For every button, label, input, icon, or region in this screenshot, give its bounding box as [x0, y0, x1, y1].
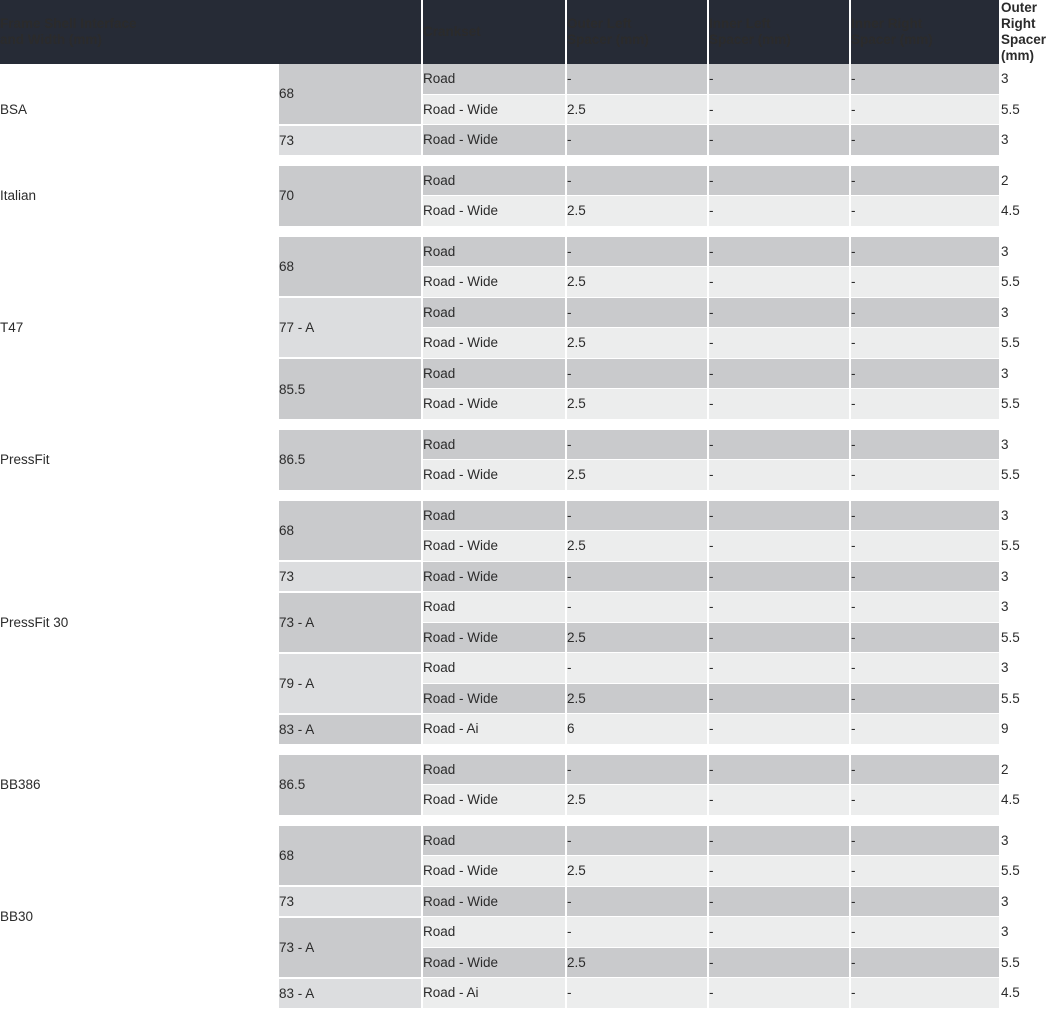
shell-width: 68 [278, 64, 422, 125]
header-inner-left [708, 0, 850, 64]
inner-left-spacer-value: - [708, 166, 850, 196]
table-row: Road - Wide 2.5 - - 5.5 [0, 94, 1000, 125]
outer-left-spacer-value: - [566, 886, 708, 917]
table-row: BSA 68 Road - - - 3 [0, 64, 1000, 94]
crankset-value: Road - Wide [422, 389, 566, 421]
inner-right-spacer-value: - [850, 714, 1000, 746]
header-inner-right [850, 0, 1000, 64]
table-row: PressFit 86.5 Road - - - 3 [0, 430, 1000, 460]
table-row: Road - Wide 2.5 - - 5.5 [0, 856, 1000, 887]
outer-left-spacer-value: - [566, 501, 708, 531]
table-row: 77 - A Road - - - 3 [0, 297, 1000, 328]
table-row: Road - Wide 2.5 - - 5.5 [0, 947, 1000, 978]
outer-left-spacer-value: - [566, 166, 708, 196]
table-row: Road - Wide 2.5 - - 4.5 [0, 196, 1000, 228]
crankset-value: Road [422, 501, 566, 531]
crankset-value: Road - Wide [422, 531, 566, 562]
shell-width: 86.5 [278, 430, 422, 492]
inner-left-spacer-value: - [708, 653, 850, 684]
crankset-value: Road - Wide [422, 785, 566, 817]
crankset-value: Road - Wide [422, 561, 566, 592]
crankset-value: Road - Ai [422, 714, 566, 746]
inner-left-spacer-value: - [708, 785, 850, 817]
outer-left-spacer-value: 2.5 [566, 267, 708, 298]
crankset-value: Road - Wide [422, 947, 566, 978]
crankset-value: Road - Wide [422, 683, 566, 714]
header-inner-right-line2: Spacer (mm) [851, 32, 933, 47]
inner-right-spacer-value: - [850, 64, 1000, 94]
header-outer-left-line2: Spacer (mm) [567, 32, 649, 47]
frame-shell-name: PressFit [0, 430, 278, 492]
inner-right-spacer-value: - [850, 683, 1000, 714]
inner-right-spacer-value: - [850, 267, 1000, 298]
inner-right-spacer-value: - [850, 561, 1000, 592]
shell-width: 86.5 [278, 755, 422, 817]
header-inner-left-line1: Inner Left [709, 16, 771, 31]
shell-width: 85.5 [278, 358, 422, 420]
inner-right-spacer-value: - [850, 592, 1000, 623]
inner-right-spacer-value: - [850, 389, 1000, 421]
table-row: Road - Wide 2.5 - - 5.5 [0, 683, 1000, 714]
outer-left-spacer-value: - [566, 430, 708, 460]
table-row: 73 - A Road - - - 3 [0, 592, 1000, 623]
shell-width: 68 [278, 826, 422, 887]
inner-right-spacer-value: - [850, 947, 1000, 978]
inner-left-spacer-value: - [708, 125, 850, 157]
group-separator [0, 745, 1000, 755]
inner-right-spacer-value: - [850, 297, 1000, 328]
shell-width: 83 - A [278, 978, 422, 1010]
inner-left-spacer-value: - [708, 328, 850, 359]
crankset-value: Road - Wide [422, 460, 566, 492]
outer-left-spacer-value: - [566, 592, 708, 623]
table-row: 85.5 Road - - - 3 [0, 358, 1000, 389]
table-header [0, 0, 1046, 64]
table-row: BB386 86.5 Road - - - 2 [0, 755, 1000, 785]
outer-left-spacer-value: 2.5 [566, 389, 708, 421]
inner-left-spacer-value: - [708, 196, 850, 228]
inner-left-spacer-value: - [708, 856, 850, 887]
crankset-value: Road [422, 166, 566, 196]
inner-right-spacer-value: - [850, 531, 1000, 562]
table-row: Road - Wide 2.5 - - 5.5 [0, 622, 1000, 653]
crankset-value: Road - Wide [422, 125, 566, 157]
table-row: Road - Wide 2.5 - - 5.5 [0, 531, 1000, 562]
inner-right-spacer-value: - [850, 622, 1000, 653]
table-row: 79 - A Road - - - 3 [0, 653, 1000, 684]
inner-right-spacer-value: - [850, 856, 1000, 887]
shell-width: 79 - A [278, 653, 422, 714]
inner-left-spacer-value: - [708, 531, 850, 562]
inner-right-spacer-value: - [850, 755, 1000, 785]
header-crankset [422, 0, 566, 64]
outer-left-spacer-value: - [566, 755, 708, 785]
inner-left-spacer-value: - [708, 978, 850, 1010]
table-row: 73 - A Road - - - 3 [0, 917, 1000, 948]
table-row: Road - Wide 2.5 - - 4.5 [0, 785, 1000, 817]
crankset-value: Road [422, 826, 566, 856]
inner-left-spacer-value: - [708, 592, 850, 623]
crankset-value: Road - Wide [422, 856, 566, 887]
inner-left-spacer-value: - [708, 64, 850, 94]
header-inner-left-line2: Spacer (mm) [709, 32, 791, 47]
shell-width: 73 [278, 886, 422, 917]
outer-left-spacer-value: 6 [566, 714, 708, 746]
inner-left-spacer-value: - [708, 917, 850, 948]
crankset-value: Road - Wide [422, 196, 566, 228]
outer-left-spacer-value: 2.5 [566, 856, 708, 887]
table-row: 73 Road - Wide - - - 3 [0, 125, 1000, 157]
inner-right-spacer-value: - [850, 978, 1000, 1010]
inner-left-spacer-value: - [708, 267, 850, 298]
header-outer-right-line1: Outer Right [1001, 0, 1038, 31]
outer-left-spacer-value: 2.5 [566, 683, 708, 714]
group-separator [0, 816, 1000, 826]
inner-right-spacer-value: - [850, 501, 1000, 531]
outer-left-spacer-value: 2.5 [566, 196, 708, 228]
table-row: T47 68 Road - - - 3 [0, 237, 1000, 267]
crankset-value: Road - Wide [422, 94, 566, 125]
inner-left-spacer-value: - [708, 826, 850, 856]
crankset-value: Road [422, 297, 566, 328]
inner-right-spacer-value: - [850, 94, 1000, 125]
inner-right-spacer-value: - [850, 460, 1000, 492]
table-body [0, 64, 1020, 1009]
inner-right-spacer-value: - [850, 785, 1000, 817]
frame-shell-name: BB386 [0, 755, 278, 817]
inner-right-spacer-value: - [850, 237, 1000, 267]
shell-width: 73 - A [278, 917, 422, 978]
crankset-value: Road - Ai [422, 978, 566, 1010]
crankset-value: Road [422, 917, 566, 948]
outer-left-spacer-value: - [566, 653, 708, 684]
inner-left-spacer-value: - [708, 358, 850, 389]
shell-width: 73 [278, 561, 422, 592]
inner-left-spacer-value: - [708, 237, 850, 267]
group-separator [0, 227, 1000, 237]
outer-left-spacer-value: - [566, 125, 708, 157]
crankset-value: Road [422, 653, 566, 684]
inner-left-spacer-value: - [708, 622, 850, 653]
outer-left-spacer-value: 2.5 [566, 328, 708, 359]
crankset-value: Road - Wide [422, 328, 566, 359]
header-outer-right-line2: Spacer (mm) [1001, 32, 1046, 63]
frame-shell-name: PressFit 30 [0, 501, 278, 746]
table-row: 83 - A Road - Ai 6 - - 9 [0, 714, 1000, 746]
table-row: Italian 70 Road - - - 2 [0, 166, 1000, 196]
inner-left-spacer-value: - [708, 94, 850, 125]
crankset-value: Road [422, 64, 566, 94]
header-frame-shell [0, 0, 422, 64]
inner-left-spacer-value: - [708, 501, 850, 531]
outer-left-spacer-value: - [566, 561, 708, 592]
inner-left-spacer-value: - [708, 460, 850, 492]
table-row: Road - Wide 2.5 - - 5.5 [0, 389, 1000, 421]
crankset-value: Road [422, 237, 566, 267]
inner-left-spacer-value: - [708, 561, 850, 592]
outer-left-spacer-value: - [566, 917, 708, 948]
group-separator [0, 156, 1000, 166]
outer-left-spacer-value: - [566, 297, 708, 328]
inner-left-spacer-value: - [708, 886, 850, 917]
table-row: Road - Wide 2.5 - - 5.5 [0, 328, 1000, 359]
header-outer-left [566, 0, 708, 64]
outer-left-spacer-value: 2.5 [566, 531, 708, 562]
inner-left-spacer-value: - [708, 714, 850, 746]
outer-left-spacer-value: - [566, 358, 708, 389]
table-row: PressFit 30 68 Road - - - 3 [0, 501, 1000, 531]
inner-left-spacer-value: - [708, 430, 850, 460]
outer-left-spacer-value: 2.5 [566, 94, 708, 125]
crankset-value: Road [422, 592, 566, 623]
inner-left-spacer-value: - [708, 947, 850, 978]
table-row: Road - Wide 2.5 - - 5.5 [0, 267, 1000, 298]
inner-right-spacer-value: - [850, 328, 1000, 359]
shell-width: 73 - A [278, 592, 422, 653]
outer-left-spacer-value: 2.5 [566, 785, 708, 817]
shell-width: 77 - A [278, 297, 422, 358]
group-separator [0, 491, 1000, 501]
header-crankset-line1: Crankset [423, 24, 481, 39]
crankset-value: Road - Wide [422, 622, 566, 653]
inner-left-spacer-value: - [708, 297, 850, 328]
frame-shell-name: BSA [0, 64, 278, 156]
inner-right-spacer-value: - [850, 358, 1000, 389]
table-row: Road - Wide 2.5 - - 5.5 [0, 460, 1000, 492]
outer-left-spacer-value: 2.5 [566, 622, 708, 653]
shell-width: 68 [278, 237, 422, 298]
outer-left-spacer-value: - [566, 978, 708, 1010]
inner-right-spacer-value: - [850, 886, 1000, 917]
frame-shell-name: BB30 [0, 826, 278, 1010]
outer-left-spacer-value: - [566, 237, 708, 267]
shell-width: 73 [278, 125, 422, 157]
shell-width: 83 - A [278, 714, 422, 746]
table-row: 83 - A Road - Ai - - - 4.5 [0, 978, 1000, 1010]
inner-right-spacer-value: - [850, 826, 1000, 856]
inner-left-spacer-value: - [708, 755, 850, 785]
crankset-value: Road - Wide [422, 267, 566, 298]
crankset-value: Road - Wide [422, 886, 566, 917]
inner-right-spacer-value: - [850, 917, 1000, 948]
inner-left-spacer-value: - [708, 683, 850, 714]
frame-shell-name: Italian [0, 166, 278, 228]
table-row: 73 Road - Wide - - - 3 [0, 561, 1000, 592]
frame-shell-name: T47 [0, 237, 278, 421]
outer-left-spacer-value: 2.5 [566, 947, 708, 978]
header-row [0, 0, 1000, 64]
inner-right-spacer-value: - [850, 196, 1000, 228]
header-inner-right-line1: Inner Right [851, 16, 923, 31]
table-row: BB30 68 Road - - - 3 [0, 826, 1000, 856]
outer-left-spacer-value: 2.5 [566, 460, 708, 492]
shell-width: 68 [278, 501, 422, 562]
inner-right-spacer-value: - [850, 125, 1000, 157]
header-frame-shell-line2: and Width (mm) [0, 32, 102, 47]
crankset-value: Road [422, 755, 566, 785]
outer-left-spacer-value: - [566, 826, 708, 856]
inner-right-spacer-value: - [850, 430, 1000, 460]
inner-right-spacer-value: - [850, 653, 1000, 684]
crankset-value: Road [422, 358, 566, 389]
group-separator [0, 420, 1000, 430]
table-row: 73 Road - Wide - - - 3 [0, 886, 1000, 917]
inner-left-spacer-value: - [708, 389, 850, 421]
crankset-value: Road [422, 430, 566, 460]
inner-right-spacer-value: - [850, 166, 1000, 196]
outer-left-spacer-value: - [566, 64, 708, 94]
shell-width: 70 [278, 166, 422, 228]
header-outer-left-line1: Outer Left [567, 16, 632, 31]
header-frame-shell-line1: Frame Shell Interface [0, 16, 137, 31]
